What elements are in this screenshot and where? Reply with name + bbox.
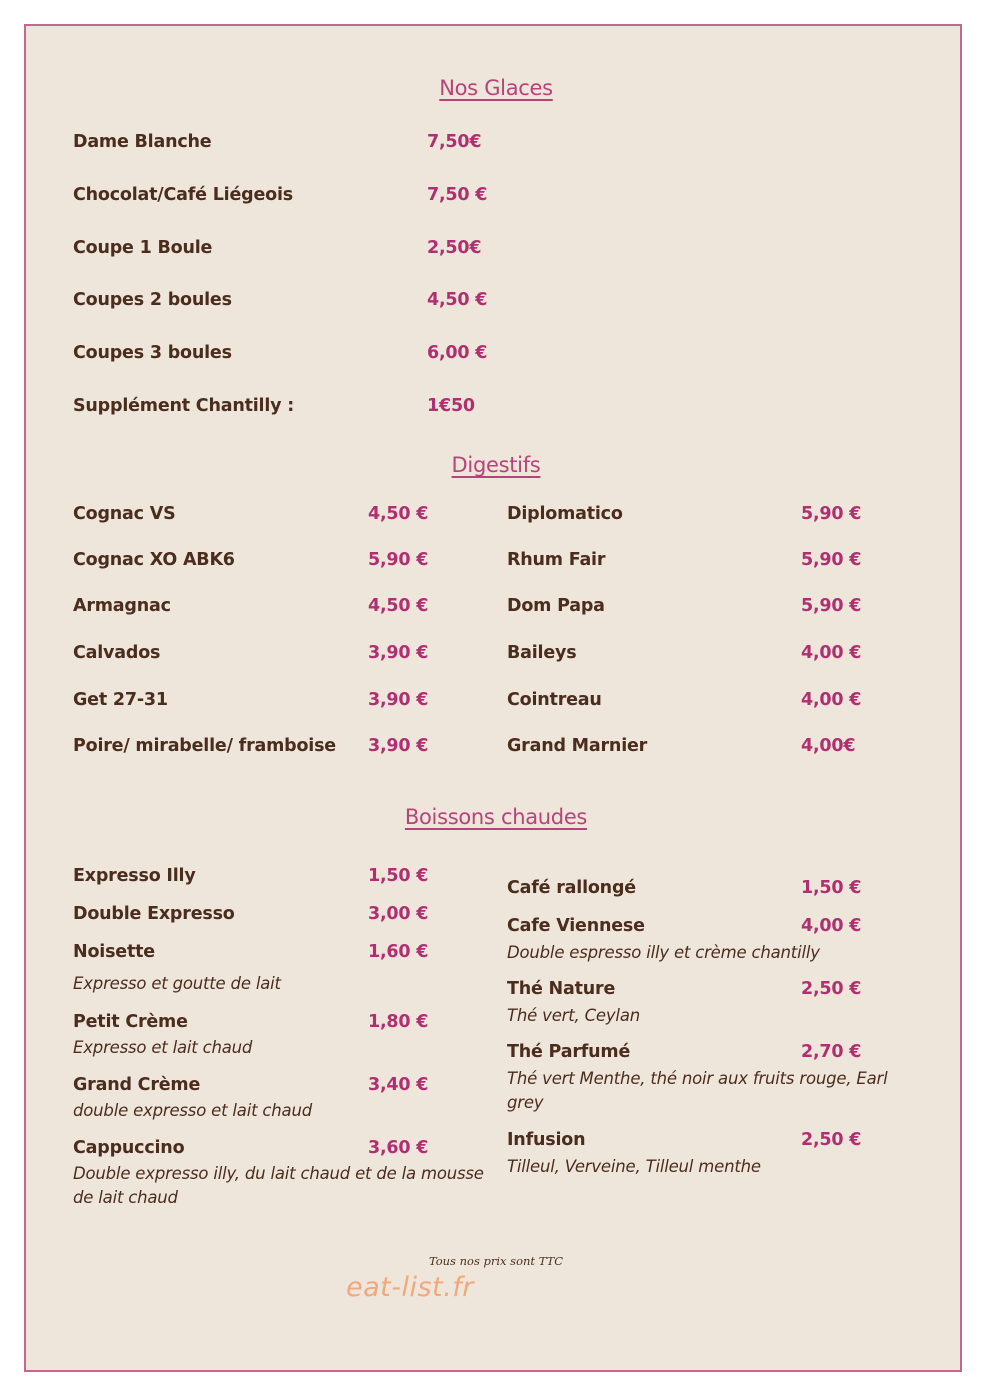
menu-item-description: Thé vert, Ceylan <box>507 1006 640 1025</box>
menu-item-name: Cognac VS <box>73 504 176 524</box>
menu-item-name: Cognac XO ABK6 <box>73 550 235 570</box>
menu-item-price: 5,90 € <box>801 504 862 524</box>
menu-item-price: 7,50 € <box>427 185 488 205</box>
menu-item-name: Baileys <box>507 643 577 663</box>
menu-item-name: Dame Blanche <box>73 132 212 152</box>
menu-item-price: 4,00 € <box>801 643 862 663</box>
menu-page <box>24 24 962 1372</box>
menu-item-price: 3,90 € <box>368 643 429 663</box>
menu-item-description: Double expresso illy, du lait chaud et de la mousse de lait chaud <box>73 1164 484 1207</box>
menu-item-price: 3,40 € <box>368 1075 429 1095</box>
menu-item-name: Calvados <box>73 643 161 663</box>
menu-item-name: Grand Crème <box>73 1075 201 1095</box>
menu-item-name: Coupes 3 boules <box>73 343 232 363</box>
menu-item-price: 6,00 € <box>427 343 488 363</box>
menu-item-price: 5,90 € <box>368 550 429 570</box>
menu-item-name: Dom Papa <box>507 596 605 616</box>
menu-item-price: 4,50 € <box>368 504 429 524</box>
menu-item-name: Petit Crème <box>73 1012 188 1032</box>
menu-item-price: 4,50 € <box>427 290 488 310</box>
menu-item-price: 4,00€ <box>801 736 856 756</box>
menu-item-price: 4,50 € <box>368 596 429 616</box>
menu-item-name: Chocolat/Café Liégeois <box>73 185 293 205</box>
menu-item-name: Thé Nature <box>507 979 616 999</box>
menu-item-price: 5,90 € <box>801 550 862 570</box>
price-note: Tous nos prix sont TTC <box>428 1254 564 1268</box>
menu-item-name: Grand Marnier <box>507 736 648 756</box>
menu-item-name: Café rallongé <box>507 878 636 898</box>
menu-item-price: 1,80 € <box>368 1012 429 1032</box>
menu-item-name: Get 27-31 <box>73 690 168 710</box>
menu-item-name: Coupes 2 boules <box>73 290 232 310</box>
menu-item-description: Expresso et goutte de lait <box>73 974 281 993</box>
menu-item-price: 1€50 <box>427 396 475 416</box>
menu-item-name: Thé Parfumé <box>507 1042 631 1062</box>
menu-item-price: 4,00 € <box>801 690 862 710</box>
menu-item-name: Armagnac <box>73 596 171 616</box>
menu-item-name: Cointreau <box>507 690 602 710</box>
menu-item-description: double expresso et lait chaud <box>73 1101 312 1120</box>
menu-item-description: Expresso et lait chaud <box>73 1038 253 1057</box>
menu-item-name: Double Expresso <box>73 904 235 924</box>
menu-item-name: Diplomatico <box>507 504 623 524</box>
menu-item-name: Poire/ mirabelle/ framboise <box>73 736 336 756</box>
menu-item-name: Rhum Fair <box>507 550 606 570</box>
menu-item-name: Noisette <box>73 942 155 962</box>
menu-item-price: 3,00 € <box>368 904 429 924</box>
menu-item-name: Cappuccino <box>73 1138 185 1158</box>
menu-item-price: 1,60 € <box>368 942 429 962</box>
menu-item-price: 4,00 € <box>801 916 862 936</box>
menu-item-price: 2,70 € <box>801 1042 862 1062</box>
menu-item-name: Supplément Chantilly : <box>73 396 295 416</box>
menu-item-price: 2,50€ <box>427 238 482 258</box>
watermark-logo: eat-list.fr <box>346 1272 474 1303</box>
menu-item-price: 7,50€ <box>427 132 482 152</box>
section-title-digestifs: Digestifs <box>451 453 541 477</box>
menu-item-price: 1,50 € <box>801 878 862 898</box>
menu-item-name: Coupe 1 Boule <box>73 238 213 258</box>
menu-item-description: Tilleul, Verveine, Tilleul menthe <box>507 1157 761 1176</box>
menu-item-name: Expresso Illy <box>73 866 196 886</box>
menu-item-name: Infusion <box>507 1130 586 1150</box>
menu-item-description: Double espresso illy et crème chantilly <box>507 943 820 962</box>
menu-item-price: 3,90 € <box>368 690 429 710</box>
section-title-boissons-chaudes: Boissons chaudes <box>404 805 588 829</box>
menu-item-price: 2,50 € <box>801 1130 862 1150</box>
section-title-glaces: Nos Glaces <box>439 76 553 100</box>
menu-item-price: 5,90 € <box>801 596 862 616</box>
menu-item-price: 3,60 € <box>368 1138 429 1158</box>
menu-item-description: Thé vert Menthe, thé noir aux fruits rouge, Earl grey <box>507 1069 888 1112</box>
menu-item-price: 1,50 € <box>368 866 429 886</box>
menu-item-price: 3,90 € <box>368 736 429 756</box>
menu-item-price: 2,50 € <box>801 979 862 999</box>
menu-item-name: Cafe Viennese <box>507 916 645 936</box>
